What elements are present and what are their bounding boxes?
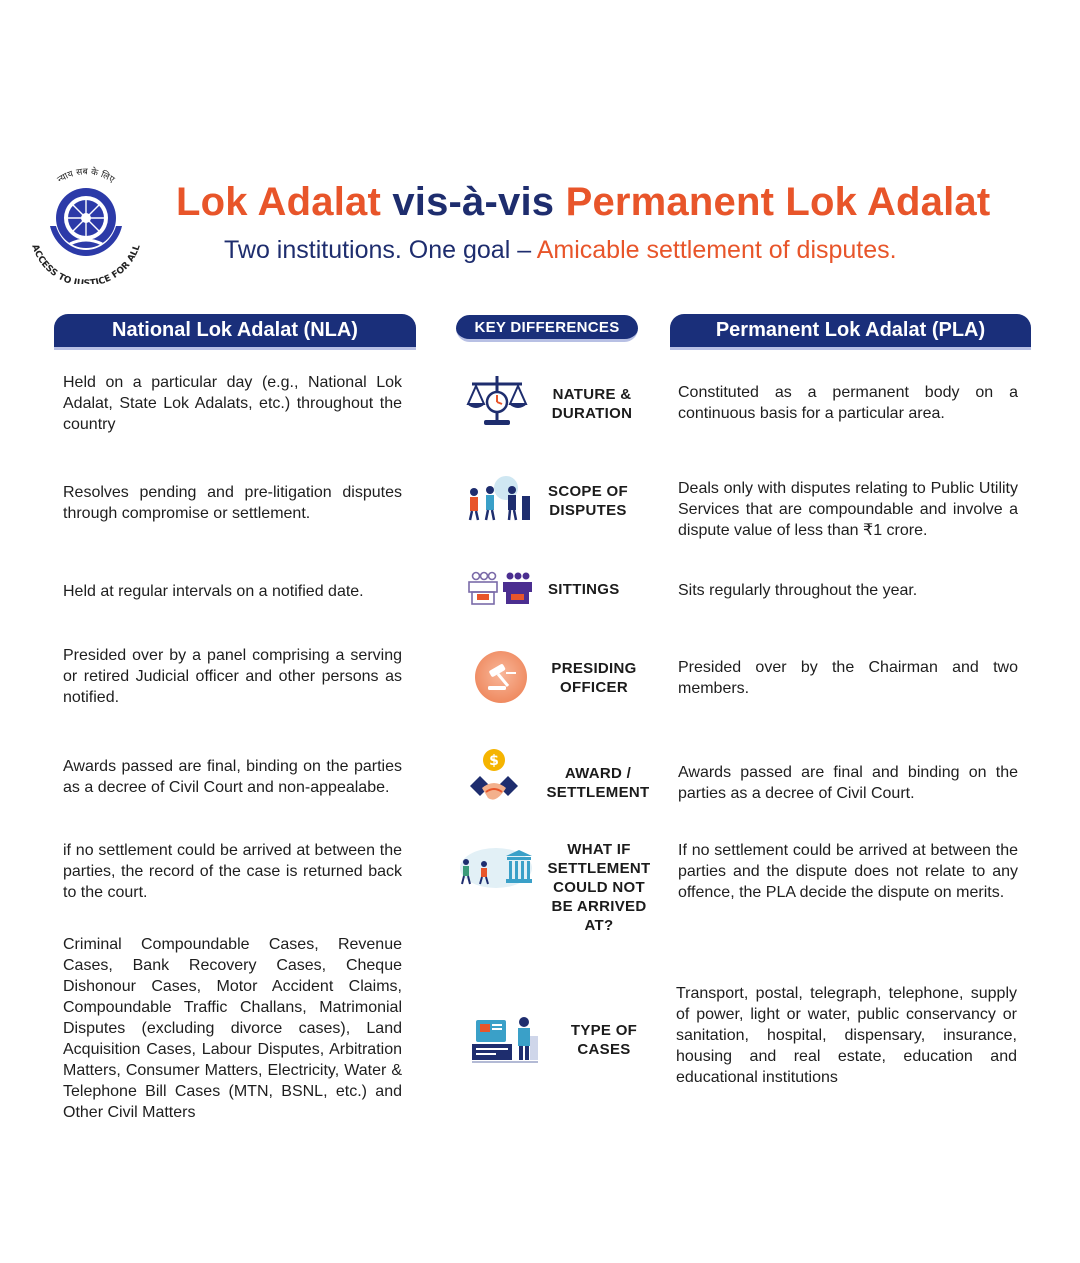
pla-type-of-cases: Transport, postal, telegraph, telephone, supply of power, light or water, public conservancy or sanitation, hospital, dispensary, insurance, housing and real estate, education and educational institutions (676, 985, 1017, 1086)
nla-no-settlement: if no settlement could be arrived at between the parties, the record of the case is returned back to the court. (63, 842, 402, 901)
key-differences-header: KEY DIFFERENCES (456, 315, 638, 342)
label-no-settlement: WHAT IF SETTLEMENT COULD NOT BE ARRIVED AT? (547, 841, 651, 934)
nla-scope-disputes: Resolves pending and pre-litigation disputes through compromise or settlement. (63, 484, 402, 522)
svg-text:$: $ (489, 753, 499, 769)
nalsa-logo (24, 160, 148, 284)
title-part-permanent: Permanent Lok Adalat (565, 180, 991, 224)
svg-text:न्याय सब के लिए (56, 166, 117, 186)
pla-nature-duration: Constituted as a permanent body on a continuous basis for a particular area. (678, 384, 1018, 422)
page-title (176, 180, 1056, 225)
svg-text:ACCESS TO JUSTICE FOR ALL (29, 243, 142, 284)
subtitle-part2: Amicable settlement of disputes. (536, 236, 897, 264)
page-subtitle (224, 236, 897, 265)
nla-sittings: Held at regular intervals on a notified date. (63, 583, 364, 600)
logo-arc-top-text: न्याय सब के लिए (55, 167, 116, 186)
pla-scope-disputes: Deals only with disputes relating to Public Utility Services that are compoundable and involve a dispute value of less than ₹1 crore. (678, 480, 1018, 539)
logo-arc-bottom-text: ACCESS TO JUSTICE FOR ALL (29, 243, 143, 284)
gavel-circle-icon (474, 650, 528, 709)
label-nature-duration: NATURE & DURATION (551, 386, 633, 422)
label-type-of-cases: TYPE OF CASES (570, 1022, 638, 1058)
pla-award-settlement: Awards passed are final and binding on the parties as a decree of Civil Court. (678, 764, 1018, 802)
title-part-lok-adalat: Lok Adalat (176, 180, 381, 224)
case-files-icon (470, 1012, 540, 1077)
nla-award-settlement: Awards passed are final, binding on the parties as a decree of Civil Court and non-appealabe. (63, 758, 402, 796)
nla-column-header: National Lok Adalat (NLA) (54, 314, 416, 350)
handshake-coin-icon (466, 746, 522, 817)
pla-presiding-officer: Presided over by the Chairman and two members. (678, 659, 1018, 697)
people-dispute-icon (464, 474, 534, 529)
label-award-settlement: AWARD / SETTLEMENT (546, 765, 650, 801)
title-part-vis-a-vis: vis-à-vis (392, 180, 555, 224)
label-sittings: SITTINGS (548, 581, 620, 598)
label-scope-disputes: SCOPE OF DISPUTES (548, 483, 628, 519)
scales-clock-icon (464, 370, 530, 433)
nla-nature-duration: Held on a particular day (e.g., National Lok Adalat, State Lok Adalats, etc.) throughout the country (63, 374, 402, 433)
pla-column-header: Permanent Lok Adalat (PLA) (670, 314, 1031, 350)
people-court-icon (456, 842, 534, 895)
nla-presiding-officer: Presided over by a panel comprising a serving or retired Judicial officer and other persons as notified. (63, 647, 402, 706)
bench-sitting-icon (466, 570, 534, 611)
pla-no-settlement: If no settlement could be arrived at between the parties and the dispute does not relate to any offence, the PLA decide the dispute on merits. (678, 842, 1018, 901)
nla-type-of-cases: Criminal Compoundable Cases, Revenue Cases, Bank Recovery Cases, Cheque Dishonour Cases, Motor Accident Claims, Compoundable Traffic Challans, Matrimonial Disputes (excluding divorce cases), Land Acquisition Cases, Labour Disputes, Arbitration Matters, Consumer Matters, Electricity, Water & Telephone Bill Cases (MTN, BSNL, etc.) and Other Civil Matters (63, 936, 402, 1121)
pla-sittings: Sits regularly throughout the year. (678, 582, 918, 599)
subtitle-part1: Two institutions. One goal – (224, 236, 532, 264)
label-presiding-officer: PRESIDING OFFICER (551, 660, 637, 696)
